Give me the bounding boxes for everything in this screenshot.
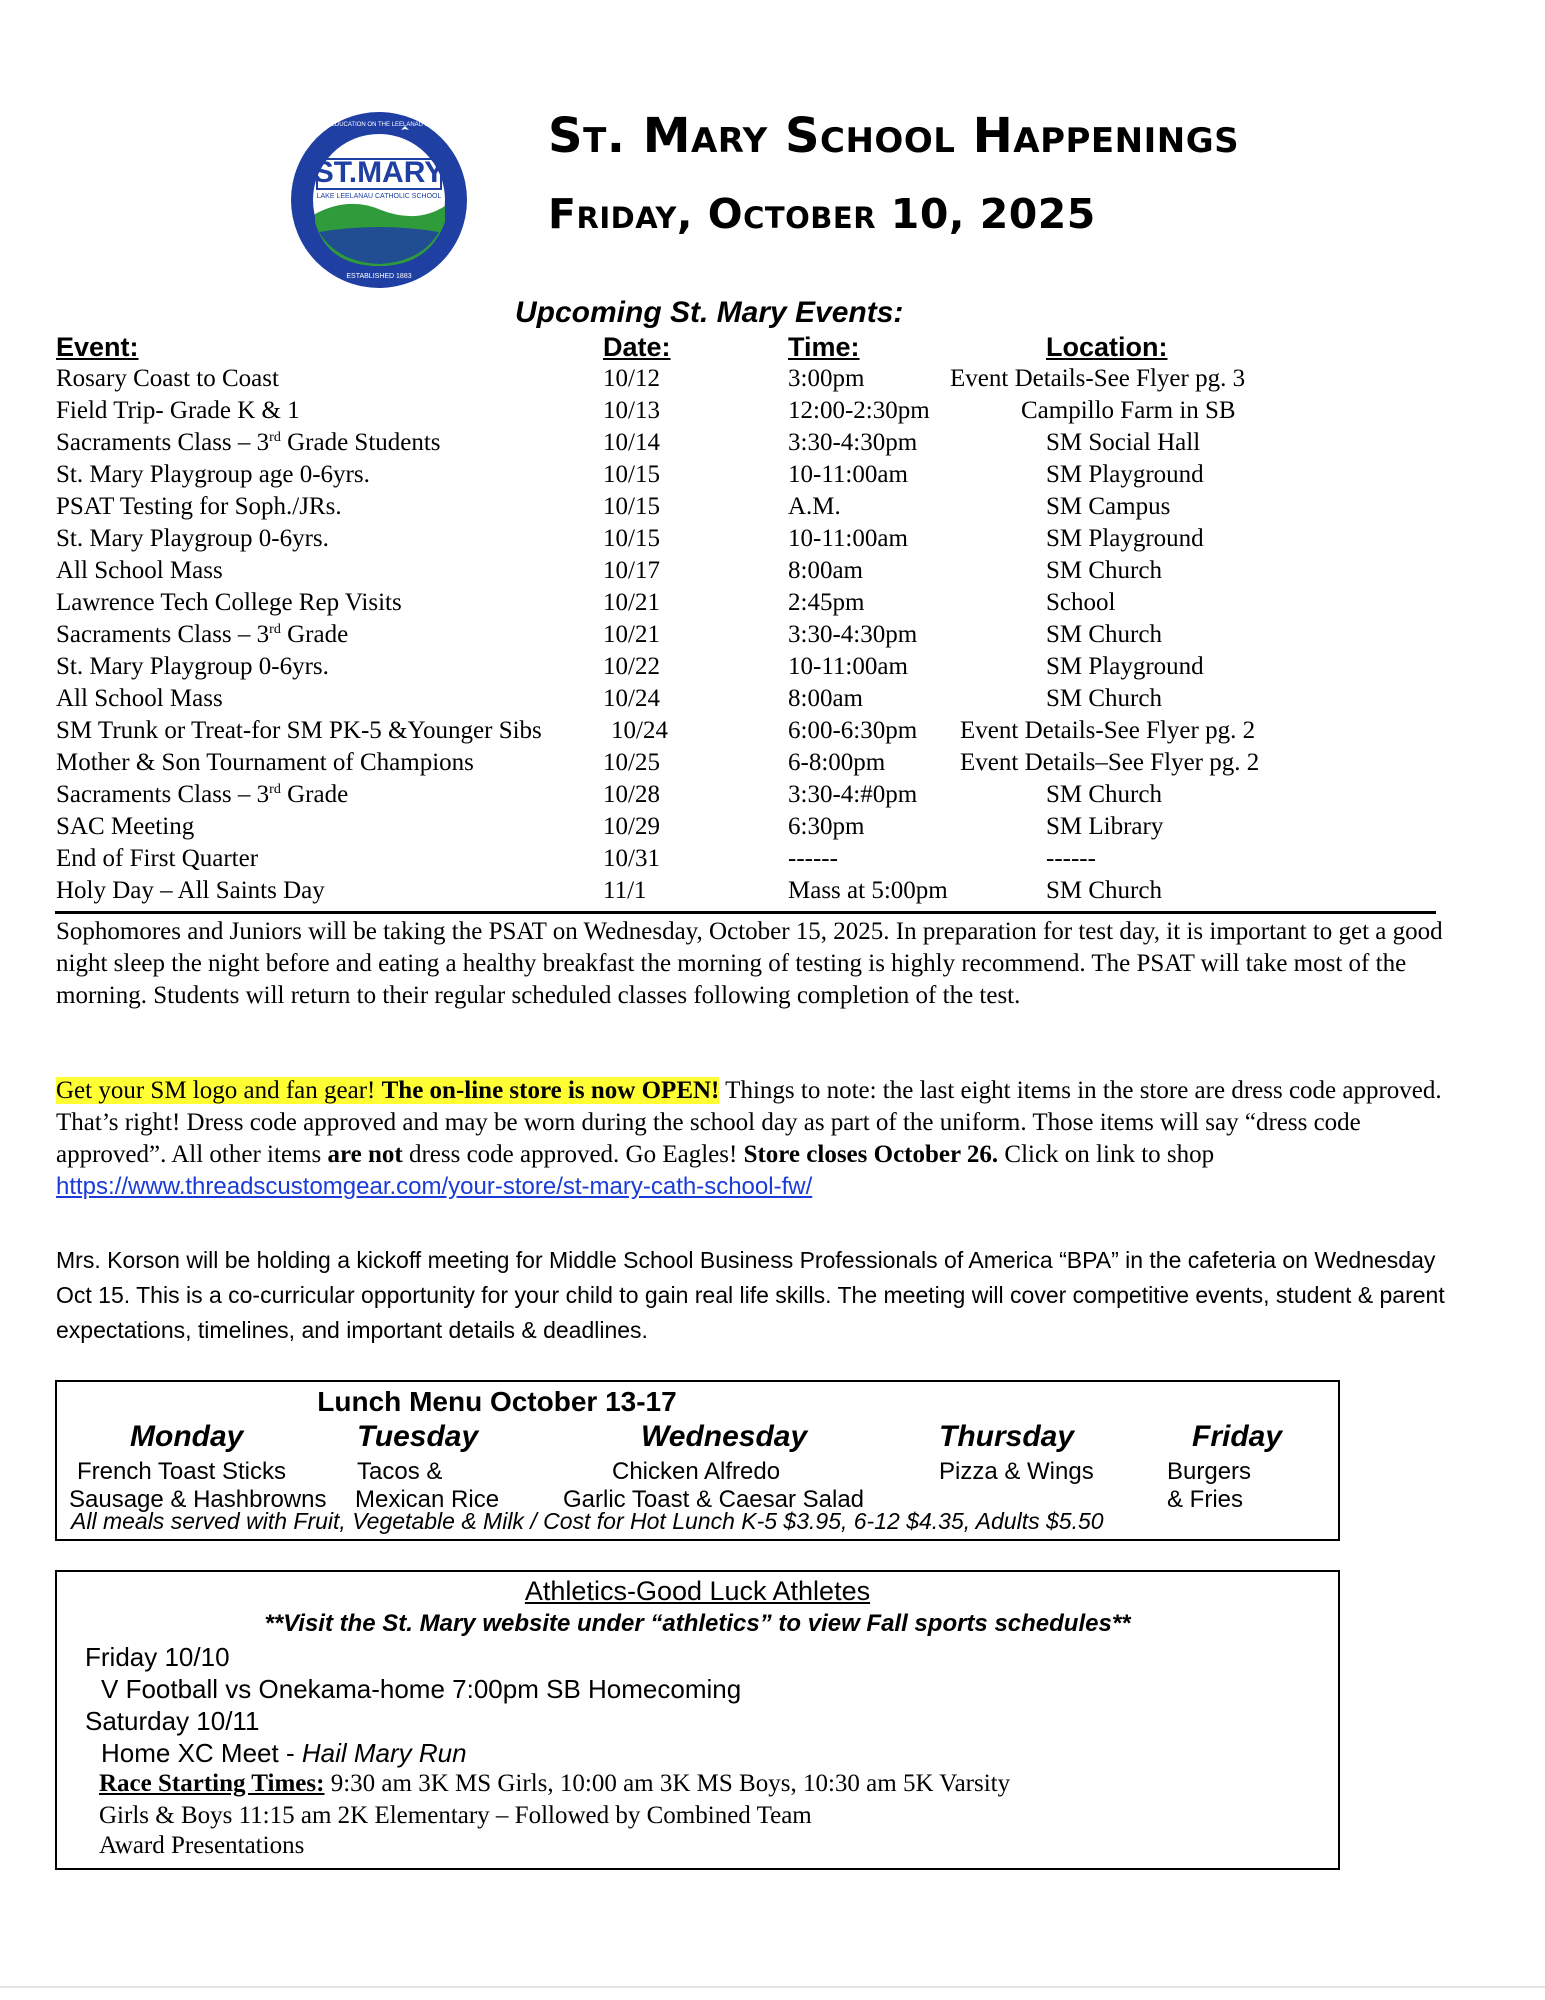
event-location: SM Social Hall [1046,429,1201,456]
event-location: SM Campus [1046,493,1171,520]
event-location: SM Library [1046,813,1164,840]
event-name: SM Trunk or Treat-for SM PK-5 &Younger Sibs [56,717,542,744]
logo-bottom-text: ESTABLISHED 1883 [346,273,412,280]
event-date: 10/29 [603,813,660,840]
event-date: 10/15 [603,461,660,488]
event-row [56,781,1436,813]
event-row [56,621,1436,653]
athletics-day-friday: Friday 10/10 [85,1642,230,1672]
event-name: Field Trip- Grade K & 1 [56,397,300,424]
events-heading: Upcoming St. Mary Events: [515,296,904,329]
event-time: 3:00pm [788,365,865,392]
event-time: A.M. [788,493,841,520]
event-time: 10-11:00am [788,653,908,680]
event-name: End of First Quarter [56,845,259,872]
newsletter-date: Friday, October 10, 2025 [548,190,1096,238]
event-name: St. Mary Playgroup 0-6yrs. [56,525,329,552]
race-times-label: Race Starting Times: [99,1770,325,1797]
lunch-note: All meals served with Fruit, Vegetable & Milk / Cost for Hot Lunch K-5 $3.95, 6-12 $4.35, Adults $5.50 [71,1508,1104,1534]
st-mary-school-logo [289,110,469,290]
race-times-line-3: Award Presentations [99,1832,305,1859]
column-header-location: Location: [1046,332,1168,362]
event-row [56,653,1436,685]
race-times-text: 9:30 am 3K MS Girls, 10:00 am 3K MS Boys, 10:30 am 5K Varsity [324,1770,1011,1797]
event-name: Sacraments Class – 3rd Grade [56,781,349,808]
event-date: 10/24 [603,685,660,712]
event-date: 10/22 [603,653,660,680]
athletics-box [55,1570,1340,1870]
event-name: All School Mass [56,685,223,712]
psat-paragraph: Sophomores and Juniors will be taking the PSAT on Wednesday, October 15, 2025. In preparation for test day, it is important to get a good night sleep the night before and eating a healthy breakfast the morning of testing is highly recommend. The PSAT will take most of the morning. Students will return to their regular scheduled classes following completion of the test. [56,918,1443,1009]
bpa-paragraph: Mrs. Korson will be holding a kickoff meeting for Middle School Business Professionals of America “BPA” in the cafeteria on Wednesday Oct 15. This is a co-curricular opportunity for your child to gain real life skills. The meeting will cover competitive events, student & parent expectations, timelines, and important details & deadlines. [56,1247,1445,1343]
store-open-announcement: The on-line store is now OPEN! [381,1077,720,1104]
event-row [56,589,1436,621]
event-row [56,397,1436,429]
event-date: 11/1 [603,877,647,904]
event-time: 10-11:00am [788,461,908,488]
athletics-subtitle: **Visit the St. Mary website under “athletics” to view Fall sports schedules** [264,1610,1131,1637]
event-row [56,813,1436,845]
event-time: 10-11:00am [788,525,908,552]
event-row [56,493,1436,525]
event-location: SM Church [1046,557,1162,584]
event-date: 10/31 [603,845,660,872]
store-highlight-text: Get your SM logo and fan gear! [56,1077,382,1104]
event-time: 6:00-6:30pm [788,717,918,744]
event-location: Event Details-See Flyer pg. 3 [950,365,1246,392]
event-name: Holy Day – All Saints Day [56,877,325,904]
event-name: All School Mass [56,557,223,584]
event-time: 8:00am [788,685,863,712]
lunch-item: French Toast Sticks [77,1458,286,1485]
event-date: 10/28 [603,781,660,808]
event-location: School [1046,589,1116,616]
event-row [56,717,1436,749]
event-name: Sacraments Class – 3rd Grade [56,621,349,648]
event-name: PSAT Testing for Soph./JRs. [56,493,342,520]
event-location: SM Playground [1046,525,1204,552]
event-date: 10/17 [603,557,660,584]
lunch-item: Tacos & [357,1458,443,1485]
event-row [56,685,1436,717]
event-name: SAC Meeting [56,813,195,840]
event-location: Event Details–See Flyer pg. 2 [960,749,1260,776]
event-date: 10/13 [603,397,660,424]
event-name: St. Mary Playgroup age 0-6yrs. [56,461,370,488]
event-time: 12:00-2:30pm [788,397,930,424]
athletics-event-prefix: Home XC Meet - [101,1738,302,1768]
event-name: Lawrence Tech College Rep Visits [56,589,402,616]
event-time: 6:30pm [788,813,865,840]
store-closes-date: Store closes October 26. [743,1141,999,1168]
event-time: 6-8:00pm [788,749,886,776]
lunch-day-tuesday: Tuesday [357,1420,479,1453]
athletics-day-saturday: Saturday 10/11 [85,1706,260,1736]
event-row [56,461,1436,493]
column-header-time: Time: [788,332,860,362]
lunch-menu-box [55,1380,1340,1541]
lunch-item: Garlic Toast & Caesar Salad [563,1486,865,1513]
event-name: Mother & Son Tournament of Champions [56,749,474,776]
event-row [56,525,1436,557]
event-row [56,749,1436,781]
store-highlight [56,1077,719,1104]
event-date: 10/15 [603,493,660,520]
events-table-header [56,332,1436,364]
race-times-line-2: Girls & Boys 11:15 am 2K Elementary – Followed by Combined Team [99,1802,812,1829]
event-time: Mass at 5:00pm [788,877,948,904]
race-times-line [99,1770,1010,1798]
lunch-item: & Fries [1167,1486,1244,1513]
event-name: Sacraments Class – 3rd Grade Students [56,429,441,456]
lunch-day-friday: Friday [1192,1420,1283,1453]
event-location: SM Church [1046,621,1162,648]
column-header-date: Date: [603,332,671,362]
newsletter-title: St. Mary School Happenings [548,108,1240,164]
logo-main-text: ST.MARY [313,156,445,189]
event-date: 10/21 [603,621,660,648]
lunch-item: Chicken Alfredo [612,1458,781,1485]
store-text-1: Things to note: the last eight items in the store are dress code approved. That’s right! Dress code approved and may be worn during the school day as part of the uniform. Those items will say “dress code approved”. All other items [56,1077,1442,1168]
event-location: SM Church [1046,781,1162,808]
column-header-event: Event: [56,332,139,362]
events-divider [55,911,1436,914]
lunch-day-monday: Monday [130,1420,244,1453]
event-date: 10/24 [611,717,668,744]
event-row [56,365,1436,397]
store-paragraph [56,1075,1456,1203]
lunch-item: Burgers [1167,1458,1252,1485]
event-row [56,429,1436,461]
event-time: ------ [788,845,838,872]
event-location: ------ [1046,845,1096,872]
event-time: 2:45pm [788,589,865,616]
event-name: Rosary Coast to Coast [56,365,279,392]
lunch-day-wednesday: Wednesday [641,1420,808,1453]
lunch-day-thursday: Thursday [939,1420,1075,1453]
lunch-item: Mexican Rice [355,1486,500,1513]
event-name: St. Mary Playgroup 0-6yrs. [56,653,329,680]
lunch-menu-title: Lunch Menu October 13-17 [317,1386,677,1417]
store-text-2: dress code approved. Go Eagles! [402,1141,744,1168]
event-date: 10/14 [603,429,660,456]
event-location: SM Church [1046,877,1162,904]
event-time: 3:30-4:#0pm [788,781,918,808]
store-bold-are-not: are not [327,1141,403,1168]
event-time: 3:30-4:30pm [788,429,918,456]
event-location: SM Playground [1046,653,1204,680]
logo-top-text: CATHOLIC EDUCATION ON THE LEELANAU PENINSULA [299,122,459,128]
event-location: SM Playground [1046,461,1204,488]
athletics-event-name: Hail Mary Run [301,1738,467,1768]
page-bottom-edge [0,1986,1545,1988]
athletics-title: Athletics-Good Luck Athletes [524,1576,871,1606]
lunch-item: Pizza & Wings [939,1458,1094,1485]
event-date: 10/25 [603,749,660,776]
event-date: 10/15 [603,525,660,552]
event-row [56,877,1436,909]
lunch-item: Sausage & Hashbrowns [69,1486,327,1513]
event-location: Event Details-See Flyer pg. 2 [960,717,1256,744]
store-link[interactable]: https://www.threadscustomgear.com/your-store/st-mary-cath-school-fw/ [56,1173,813,1200]
event-date: 10/12 [603,365,660,392]
athletics-friday-event: V Football vs Onekama-home 7:00pm SB Homecoming [101,1674,742,1704]
logo-sub-text: LAKE LEELANAU CATHOLIC SCHOOL [316,193,442,200]
athletics-saturday-event [101,1738,467,1769]
event-row [56,557,1436,589]
event-location: SM Church [1046,685,1162,712]
store-text-3: Click on link to shop [998,1141,1215,1168]
event-time: 3:30-4:30pm [788,621,918,648]
event-location: Campillo Farm in SB [1021,397,1236,424]
event-row [56,845,1436,877]
event-time: 8:00am [788,557,863,584]
event-date: 10/21 [603,589,660,616]
